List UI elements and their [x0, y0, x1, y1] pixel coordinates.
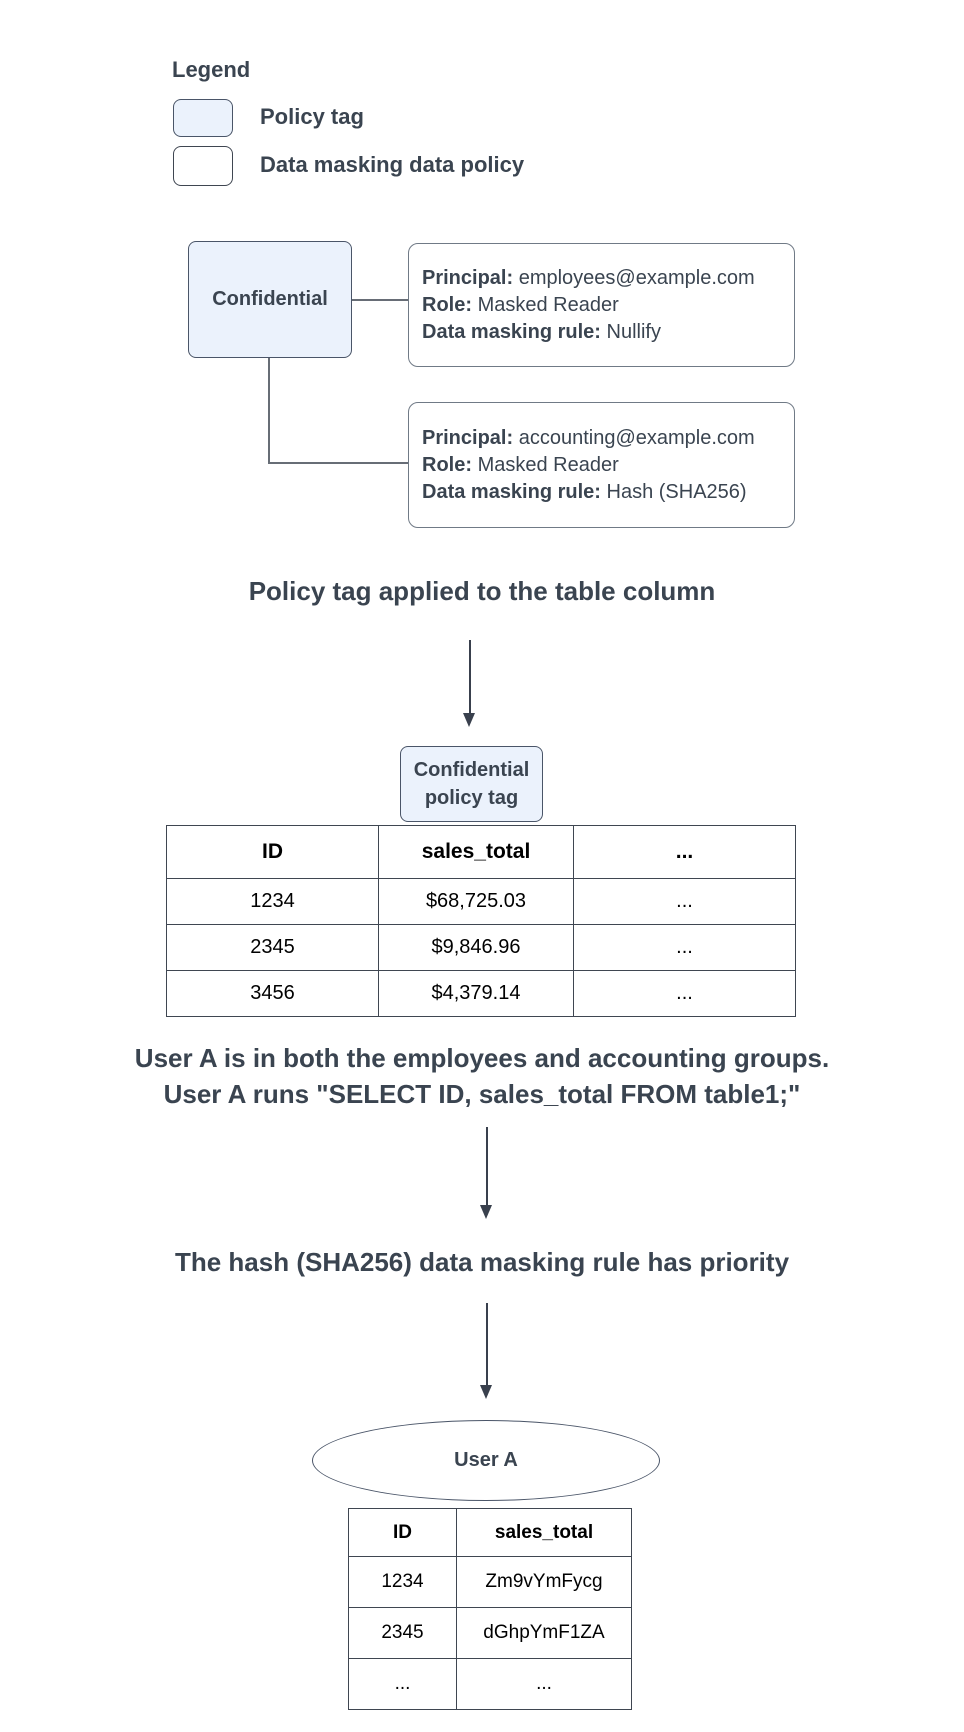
role-label: Role:	[422, 453, 472, 476]
policy-tag-node-label: Confidential	[212, 288, 328, 310]
column-policy-tag-line2: policy tag	[424, 787, 519, 809]
cell-id: 1234	[167, 879, 379, 925]
source-table-row	[167, 879, 796, 925]
cell-more: ...	[574, 971, 796, 1017]
data-policy-box-accounting	[408, 402, 795, 528]
connector-elbow-horizontal	[268, 462, 409, 464]
rule-value: Nullify	[606, 320, 661, 343]
column-policy-tag	[400, 746, 543, 822]
cell-hashed-value: ...	[457, 1659, 632, 1710]
down-arrow-line	[486, 1127, 488, 1206]
heading-user-groups-line1: User A is in both the employees and accounting groups.	[134, 1043, 830, 1073]
column-header-sales-total: sales_total	[379, 826, 574, 879]
cell-hashed-value: Zm9vYmFycg	[457, 1557, 632, 1608]
result-table-header-row	[349, 1509, 632, 1557]
cell-more: ...	[574, 925, 796, 971]
policy-principal-line	[422, 265, 794, 292]
policy-role-line	[422, 292, 794, 319]
cell-id: 2345	[349, 1608, 457, 1659]
down-arrow-head-icon	[463, 713, 475, 727]
cell-sales-total: $9,846.96	[379, 925, 574, 971]
policy-tag-swatch	[173, 99, 233, 137]
policy-rule-line	[422, 319, 794, 346]
source-table-header-row	[167, 826, 796, 879]
source-table-row	[167, 971, 796, 1017]
user-node-label: User A	[454, 1449, 518, 1471]
principal-label: Principal:	[422, 426, 514, 449]
cell-id: 2345	[167, 925, 379, 971]
result-table-row	[349, 1659, 632, 1710]
heading-user-groups-line2: User A runs "SELECT ID, sales_total FROM table1;"	[163, 1079, 801, 1109]
source-table	[166, 825, 796, 1017]
principal-value: accounting@example.com	[518, 426, 755, 449]
heading-rule-priority: The hash (SHA256) data masking rule has priority	[174, 1247, 790, 1277]
down-arrow-head-icon	[480, 1205, 492, 1219]
down-arrow-line	[469, 640, 471, 714]
heading-policy-applied: Policy tag applied to the table column	[248, 576, 716, 606]
result-table-row	[349, 1608, 632, 1659]
column-header-id: ID	[349, 1509, 457, 1557]
connector-elbow-vertical	[268, 358, 270, 464]
legend-label-policy-tag: Policy tag	[260, 104, 364, 129]
column-policy-tag-line1: Confidential	[413, 759, 530, 781]
legend-title: Legend	[172, 57, 251, 82]
rule-value: Hash (SHA256)	[606, 480, 747, 503]
cell-more: ...	[574, 879, 796, 925]
data-policy-swatch	[173, 146, 233, 186]
result-table-row	[349, 1557, 632, 1608]
policy-rule-line	[422, 479, 794, 506]
cell-id: 3456	[167, 971, 379, 1017]
policy-role-line	[422, 452, 794, 479]
connector-node-to-policy-1	[352, 299, 408, 301]
column-header-more: ...	[574, 826, 796, 879]
policy-principal-line	[422, 425, 794, 452]
role-value: Masked Reader	[477, 453, 619, 476]
principal-value: employees@example.com	[518, 266, 755, 289]
user-node	[312, 1420, 660, 1501]
cell-id: ...	[349, 1659, 457, 1710]
principal-label: Principal:	[422, 266, 514, 289]
cell-sales-total: $4,379.14	[379, 971, 574, 1017]
cell-hashed-value: dGhpYmF1ZA	[457, 1608, 632, 1659]
heading-user-groups	[0, 1040, 964, 1112]
legend-label-data-policy: Data masking data policy	[260, 152, 525, 177]
down-arrow-head-icon	[480, 1385, 492, 1399]
source-table-row	[167, 925, 796, 971]
column-header-id: ID	[167, 826, 379, 879]
cell-id: 1234	[349, 1557, 457, 1608]
column-header-sales-total: sales_total	[457, 1509, 632, 1557]
role-label: Role:	[422, 293, 472, 316]
role-value: Masked Reader	[477, 293, 619, 316]
cell-sales-total: $68,725.03	[379, 879, 574, 925]
data-policy-box-employees	[408, 243, 795, 367]
result-table	[348, 1508, 632, 1710]
rule-label: Data masking rule:	[422, 320, 601, 343]
rule-label: Data masking rule:	[422, 480, 601, 503]
down-arrow-line	[486, 1303, 488, 1386]
policy-tag-node	[188, 241, 352, 358]
